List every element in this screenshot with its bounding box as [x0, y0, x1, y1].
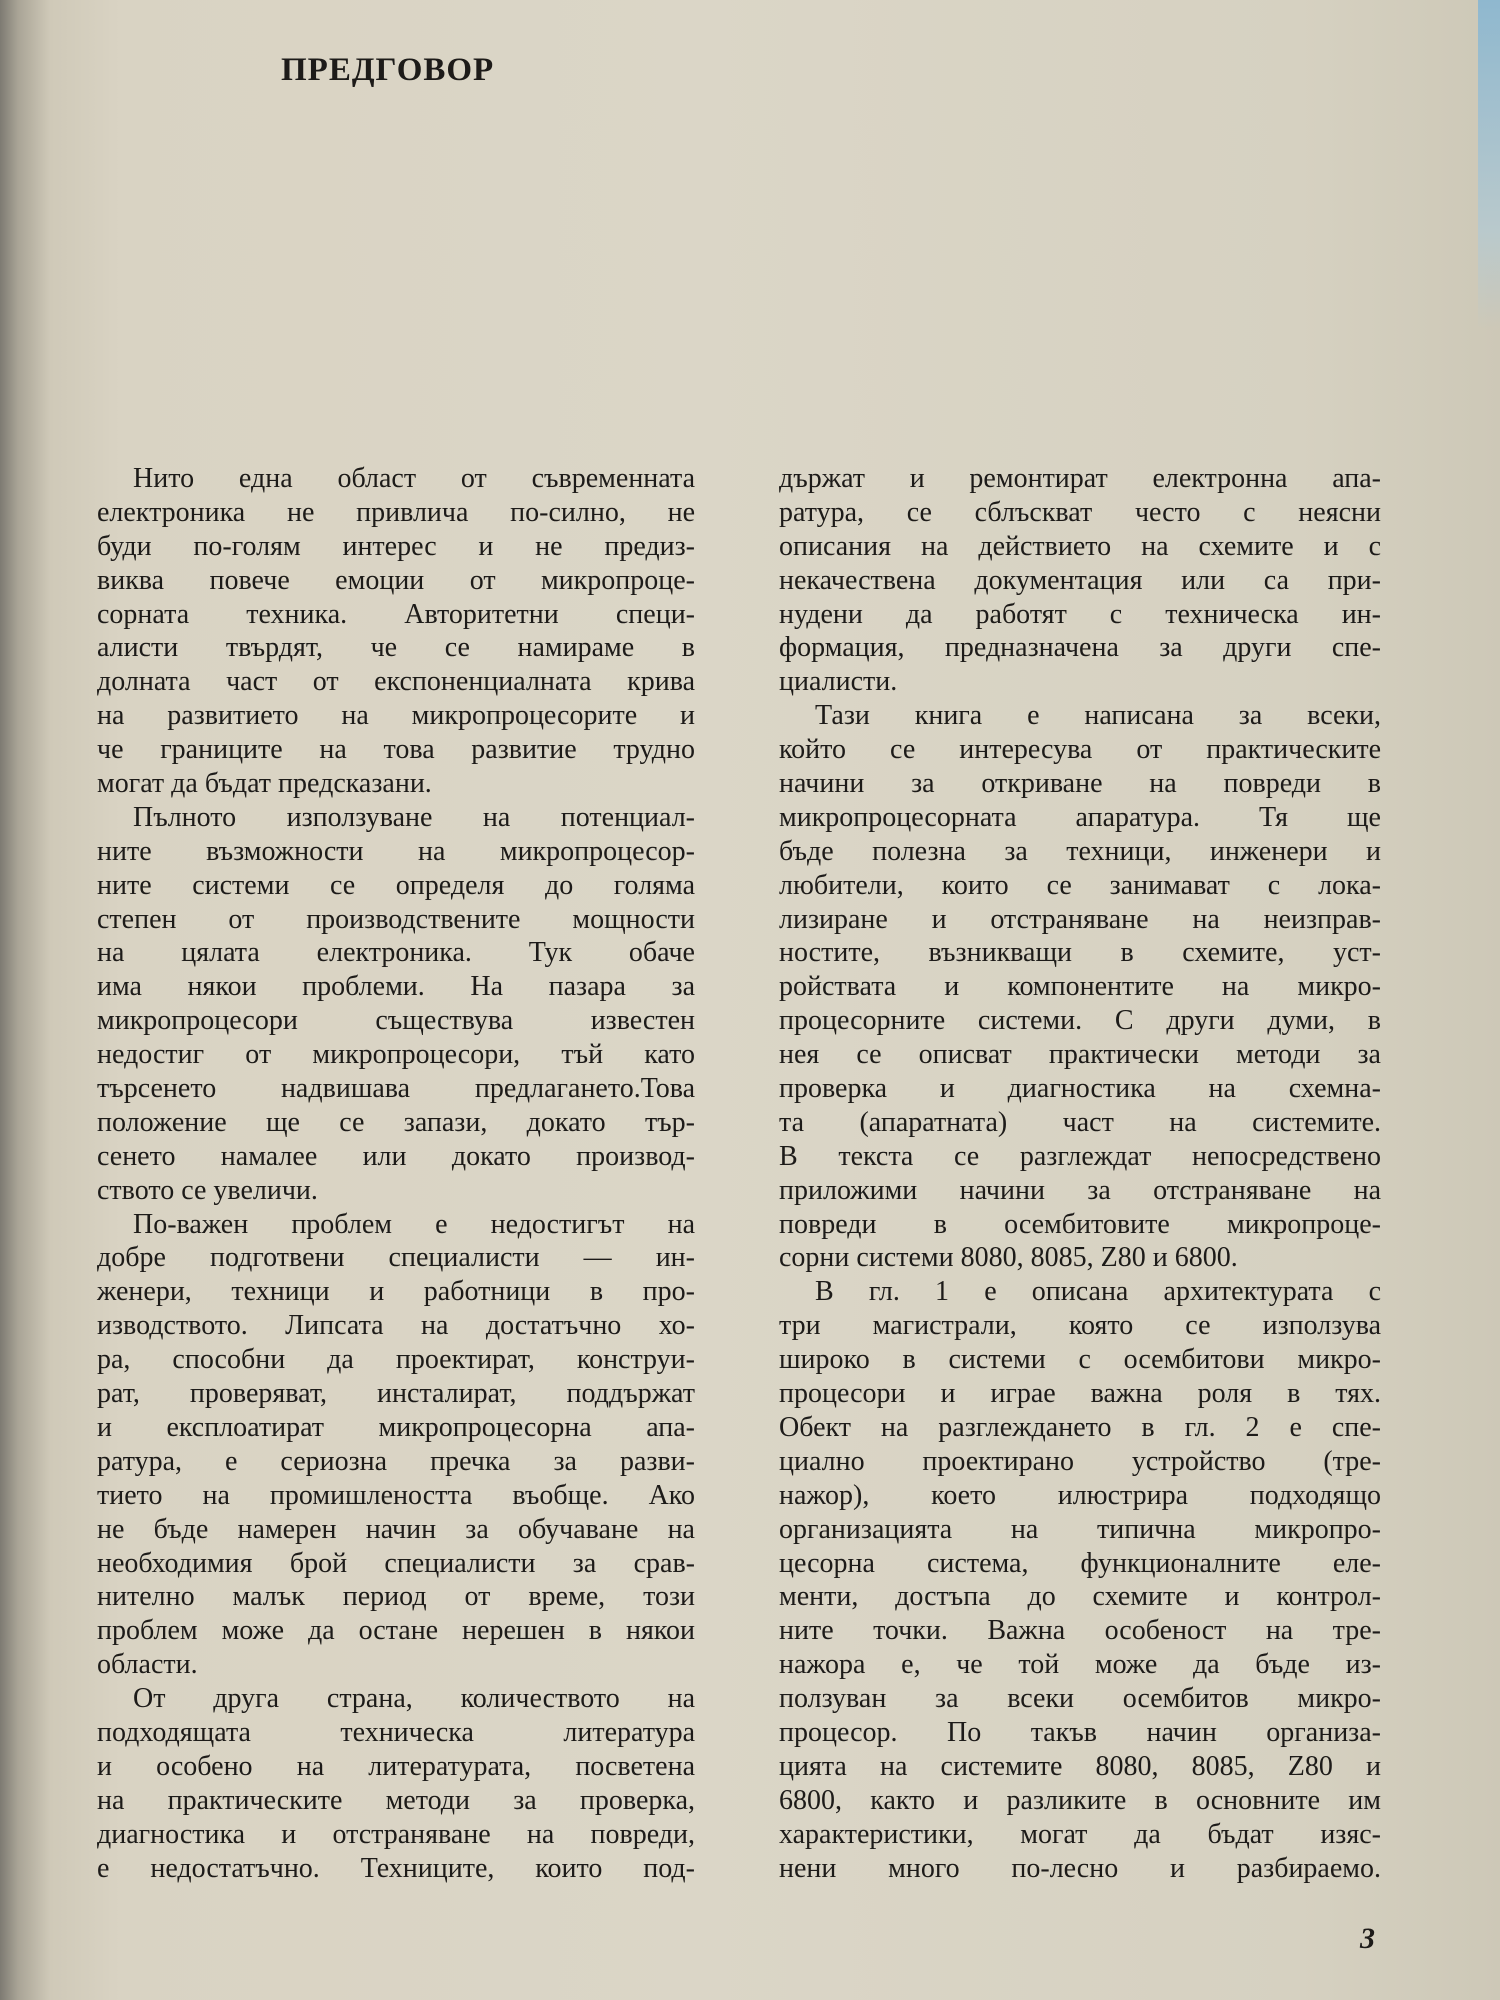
text-line: ните точки. Важна особеност на тре- — [779, 1615, 1381, 1647]
text-line: По-важен проблем е недостигът на — [133, 1208, 695, 1240]
text-line: нени много по-лесно и разбираемо. — [779, 1852, 1381, 1884]
text-line: От друга страна, количеството на — [133, 1683, 695, 1715]
text-line: диагностика и отстраняване на повреди, — [97, 1818, 695, 1850]
text-line: ностите, възникващи в схемите, уст- — [779, 937, 1381, 969]
text-line: на развитието на микропроцесорите и — [97, 700, 695, 732]
text-line: сорни системи 8080, 8085, Z80 и 6800. — [779, 1242, 1238, 1274]
text-line: който се интересува от практическите — [779, 734, 1381, 766]
text-line: и експлоатират микропроцесорна апа- — [97, 1411, 695, 1443]
text-line: могат да бъдат предсказани. — [97, 768, 432, 800]
text-line: цесорна система, функционалните еле- — [779, 1547, 1381, 1579]
text-line: любители, които се занимават с лока- — [779, 869, 1381, 901]
text-line: нажор), което илюстрира подходящо — [779, 1479, 1381, 1511]
text-line: ратура, се сблъскват често с неясни — [779, 496, 1381, 528]
text-line: организацията на типична микропро- — [779, 1513, 1381, 1545]
page-number: 3 — [1360, 1922, 1375, 1955]
text-line: Тази книга е написана за всеки, — [815, 700, 1381, 732]
text-line: степен от производствените мощности — [97, 903, 695, 935]
text-line: изводството. Липсата на достатъчно хо- — [97, 1310, 695, 1342]
text-line: цията на системите 8080, 8085, Z80 и — [779, 1750, 1381, 1782]
text-line: широко в системи с осембитови микро- — [779, 1344, 1381, 1376]
text-line: че границите на това развитие трудно — [97, 734, 695, 766]
text-line: положение ще се запази, докато тър- — [97, 1106, 695, 1138]
text-line: бъде полезна за техници, инженери и — [779, 835, 1381, 867]
text-line: та (апаратната) част на системите. — [779, 1106, 1381, 1138]
text-line: процесорните системи. С други думи, в — [779, 1005, 1381, 1037]
text-line: електроника не привлича по-силно, не — [97, 496, 695, 528]
text-line: циално проектирано устройство (тре- — [779, 1445, 1381, 1477]
text-line: алисти твърдят, че се намираме в — [97, 632, 695, 664]
text-line: недостиг от микропроцесори, тъй като — [97, 1039, 695, 1071]
text-line: ните възможности на микропроцесор- — [97, 835, 695, 867]
text-line: описания на действието на схемите и с — [779, 530, 1381, 562]
text-line: тието на промишлеността въобще. Ако — [97, 1479, 695, 1511]
text-line: проверка и диагностика на схемна- — [779, 1073, 1381, 1105]
text-line: нажора е, че той може да бъде из- — [779, 1649, 1381, 1681]
text-line: ползуван за всеки осембитов микро- — [779, 1683, 1381, 1715]
text-line: ра, способни да проектират, конструи- — [97, 1344, 695, 1376]
text-line: В гл. 1 е описана архитектурата с — [815, 1276, 1381, 1308]
text-line: Пълното използуване на потенциал- — [133, 801, 695, 833]
text-line: ството се увеличи. — [97, 1174, 318, 1206]
text-line: микропроцесорната апаратура. Тя ще — [779, 801, 1381, 833]
right-text-column — [779, 462, 1381, 1885]
text-line: добре подготвени специалисти — ин- — [97, 1242, 695, 1274]
text-line: Обект на разглеждането в гл. 2 е спе- — [779, 1411, 1381, 1443]
text-line: нудени да работят с техническа ин- — [779, 598, 1381, 630]
text-line: женери, техници и работници в про- — [97, 1276, 695, 1308]
text-line: повреди в осембитовите микропроце- — [779, 1208, 1381, 1240]
text-line: лизиране и отстраняване на неизправ- — [779, 903, 1381, 935]
text-line: начини за откриване на повреди в — [779, 768, 1381, 800]
text-line: формация, предназначена за други спе- — [779, 632, 1381, 664]
text-line: на цялата електроника. Тук обаче — [97, 937, 695, 969]
text-line: сорната техника. Авторитетни специ- — [97, 598, 695, 630]
text-line: Нито една област от съвременната — [133, 463, 695, 494]
text-line: менти, достъпа до схемите и контрол- — [779, 1581, 1381, 1613]
page-title: ПРЕДГОВОР — [281, 52, 495, 88]
text-line: микропроцесори съществува известен — [97, 1005, 695, 1037]
text-line: е недостатъчно. Техниците, които под- — [97, 1852, 695, 1884]
text-line: циалисти. — [779, 666, 898, 698]
text-line: процесори и играе важна роля в тях. — [779, 1378, 1381, 1410]
text-line: има някои проблеми. На пазара за — [97, 971, 695, 1003]
adjacent-page-edge — [1478, 0, 1500, 330]
text-line: 6800, както и разликите в основните им — [779, 1784, 1381, 1816]
text-line: ните системи се определя до голяма — [97, 869, 695, 901]
text-line: буди по-голям интерес и не предиз- — [97, 530, 695, 562]
text-line: характеристики, могат да бъдат изяс- — [779, 1818, 1381, 1850]
text-line: търсенето надвишава предлагането.Това — [97, 1073, 695, 1105]
text-line: процесор. По такъв начин организа- — [779, 1716, 1381, 1748]
text-line: нително малък период от време, този — [97, 1581, 695, 1613]
text-line: ройствата и компонентите на микро- — [779, 971, 1381, 1003]
text-line: необходимия брой специалисти за срав- — [97, 1547, 695, 1579]
text-line: приложими начини за отстраняване на — [779, 1174, 1381, 1206]
text-line: В текста се разглеждат непосредствено — [779, 1140, 1381, 1172]
text-line: три магистрали, която се използува — [779, 1310, 1381, 1342]
text-line: области. — [97, 1649, 198, 1681]
text-line: рат, проверяват, инсталират, поддържат — [97, 1378, 695, 1410]
text-line: и особено на литературата, посветена — [97, 1750, 695, 1782]
left-text-column — [97, 462, 695, 1885]
text-line: сенето намалее или докато производ- — [97, 1140, 695, 1172]
text-line: проблем може да остане нерешен в някои — [97, 1615, 695, 1647]
text-line: долната част от експоненциалната крива — [97, 666, 695, 698]
text-line: виква повече емоции от микропроце- — [97, 564, 695, 596]
text-line: нея се описват практически методи за — [779, 1039, 1381, 1071]
text-line: подходящата техническа литература — [97, 1716, 695, 1748]
text-line: държат и ремонтират електронна апа- — [779, 463, 1381, 494]
text-line: не бъде намерен начин за обучаване на — [97, 1513, 695, 1545]
text-line: некачествена документация или са при- — [779, 564, 1381, 596]
text-line: ратура, е сериозна пречка за разви- — [97, 1445, 695, 1477]
text-line: на практическите методи за проверка, — [97, 1784, 695, 1816]
